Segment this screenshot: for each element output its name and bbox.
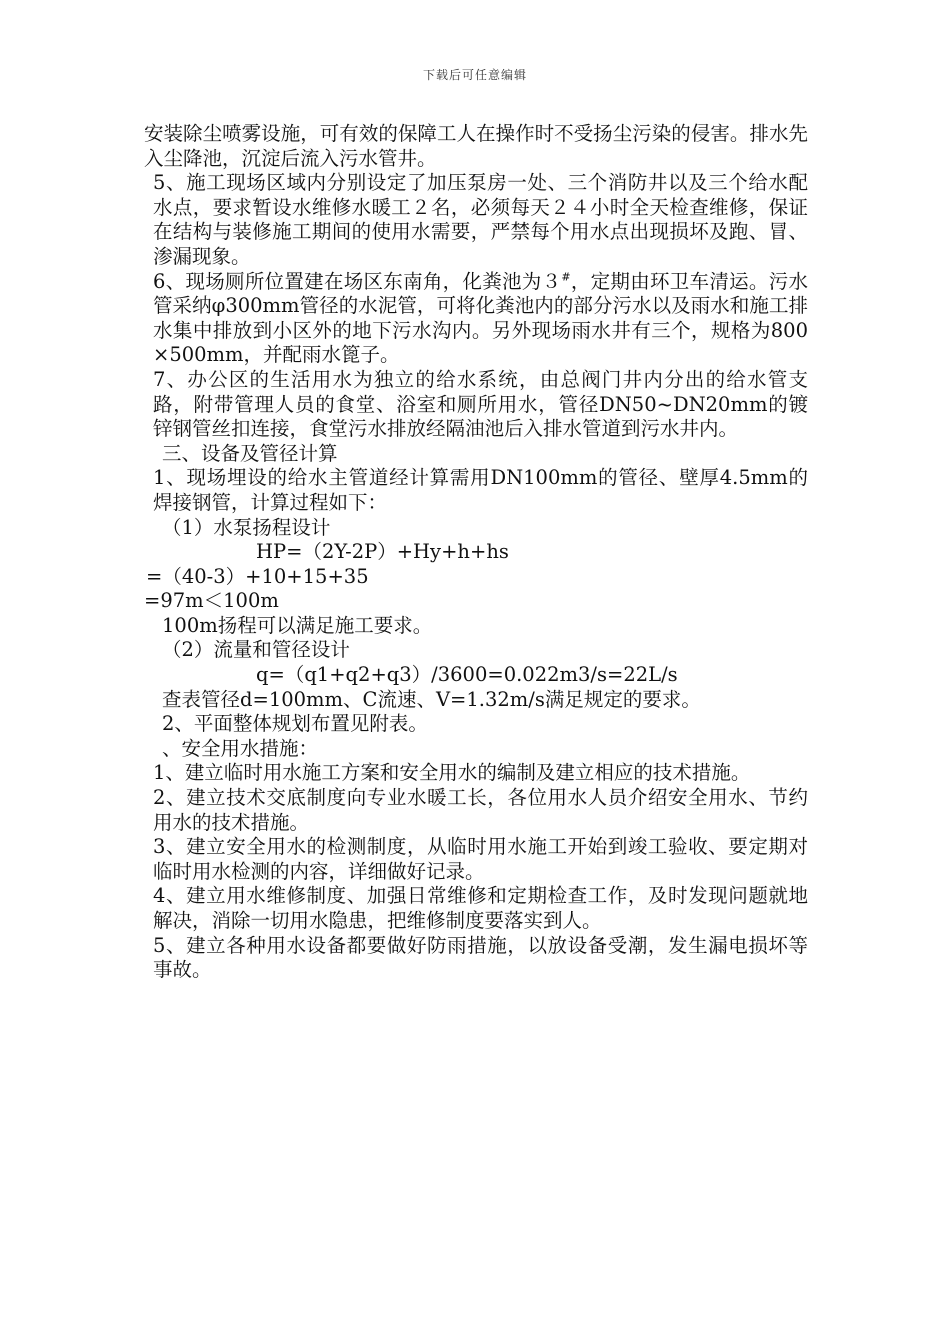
paragraph-item-6-part1: 6、现场厕所位置建在场区东南角，化粪池为３ xyxy=(153,269,562,293)
section-heading-equipment: 三、设备及管径计算 xyxy=(162,441,338,465)
paragraph-layout-note: 2、平面整体规划布置见附表。 xyxy=(162,712,428,736)
paragraph-item-6-toilet-sewage xyxy=(144,270,808,368)
page-header: 下载后可任意编辑 xyxy=(422,68,527,82)
paragraph-main-pipe: 1、现场埋设的给水主管道经计算需用DN100mm的管径、壁厚4.5mm的焊接钢管，计算过程如下： xyxy=(153,466,808,514)
pipe-lookup-result: 查表管径d=100mm、C流速、V=1.32m/s满足规定的要求。 xyxy=(162,687,701,711)
safety-item-4: 4、建立用水维修制度、加强日常维修和定期检查工作，及时发现问题就地解决，消除一切用水隐患，把维修制度要落实到人。 xyxy=(153,884,808,932)
paragraph-item-7-office-water: 7、办公区的生活用水为独立的给水系统，由总阀门井内分出的给水管支路，附带管理人员的食堂、浴室和厕所用水，管径DN50~DN20mm的镀锌钢管丝扣连接，食堂污水排放经隔油池后入排水管道到污水井内。 xyxy=(153,367,808,441)
formula-hp-result: =97m＜100m xyxy=(144,589,279,613)
formula-hp-substitution: =（40-3）+10+15+35 xyxy=(146,564,369,588)
formula-hp: HP=（2Y-2P）+Hy+h+hs xyxy=(256,540,509,564)
document-body xyxy=(144,122,808,983)
subheading-flow-diameter: （2）流量和管径设计 xyxy=(162,638,350,662)
section-heading-safety: 、安全用水措施： xyxy=(162,736,319,760)
safety-item-2: 2、建立技术交底制度向专业水暖工长，各位用水人员介绍安全用水、节约用水的技术措施。 xyxy=(153,786,808,834)
subheading-pump-head: （1）水泵扬程设计 xyxy=(162,515,331,539)
pump-head-conclusion: 100m扬程可以满足施工要求。 xyxy=(162,613,433,637)
paragraph-item-5-water-supply: 5、施工现场区域内分别设定了加压泵房一处、三个消防井以及三个给水配水点，要求暂设水维修水暖工２名，必须每天２４小时全天检查维修，保证在结构与装修施工期间的使用水需要，严禁每个用水点出现损坏及跑、冒、渗漏现象。 xyxy=(153,171,808,268)
formula-flow: q=（q1+q2+q3）/3600=0.022m3/s=22L/s xyxy=(256,663,678,687)
safety-item-1: 1、建立临时用水施工方案和安全用水的编制及建立相应的技术措施。 xyxy=(153,761,751,785)
safety-item-5: 5、建立各种用水设备都要做好防雨措施，以放设备受潮，发生漏电损坏等事故。 xyxy=(153,933,808,982)
paragraph-item-6-part2: ，定期由环卫车清运。污水管采纳φ300mm管径的水泥管，可将化粪池内的部分污水以及雨水和施工排水集中排放到小区外的地下污水沟内。另外现场雨水井有三个，规格为800×500mm，并配雨水篦子。 xyxy=(153,269,808,367)
safety-item-3: 3、建立安全用水的检测制度，从临时用水施工开始到竣工验收、要定期对临时用水检测的内容，详细做好记录。 xyxy=(153,835,808,883)
superscript-mark: # xyxy=(561,270,571,284)
paragraph-dust-control: 安装除尘喷雾设施，可有效的保障工人在操作时不受扬尘污染的侵害。排水先入尘降池，沉淀后流入污水管井。 xyxy=(144,122,808,170)
